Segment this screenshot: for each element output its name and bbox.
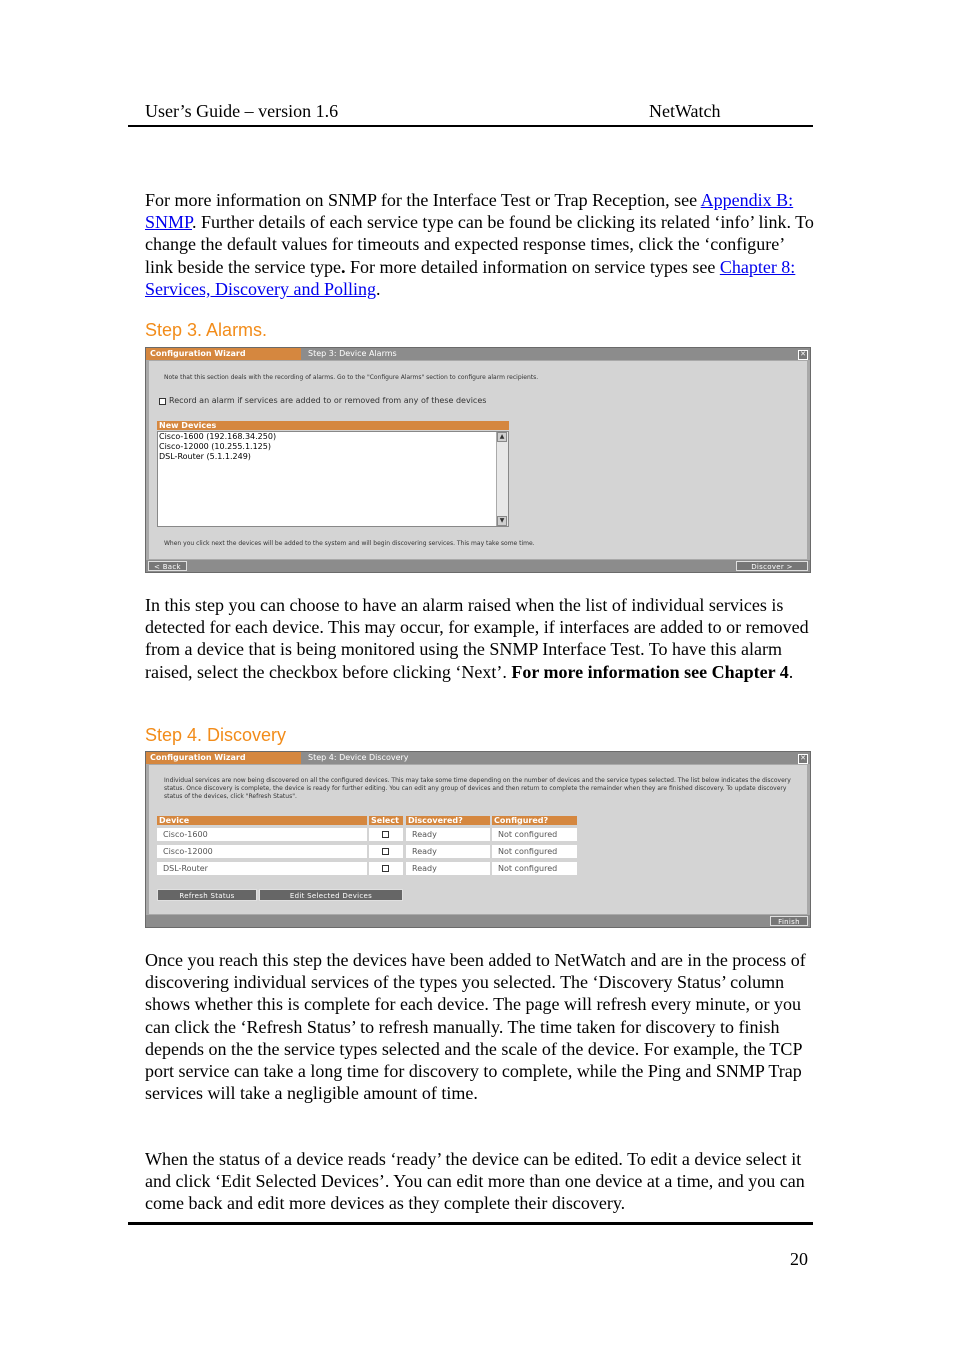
- configured-cell: Not configured: [492, 828, 577, 841]
- discovered-cell: Ready: [406, 828, 490, 841]
- alarm-note: Note that this section deals with the recording of alarms. Go to the "Configure Alarms" section to configure alarm recipients.: [164, 374, 539, 381]
- button-bar: [146, 560, 810, 572]
- intro-paragraph: For more information on SNMP for the Interface Test or Trap Reception, see Appendix B: SNMP. Further details of each service type can be found be clicking its related ‘info’ link. To change the default values for timeouts and expected response times, click the ‘configure’ link beside the service type. For more detailed information on service types see Chapter 8: Services, Discovery and Polling.: [145, 190, 814, 299]
- list-item[interactable]: Cisco-1600 (192.168.34.250): [159, 432, 277, 441]
- new-devices-list[interactable]: [157, 431, 509, 527]
- back-button[interactable]: < Back: [148, 561, 187, 571]
- edit-selected-devices-button[interactable]: Edit Selected Devices: [259, 889, 403, 901]
- chapter-8-link[interactable]: Chapter 8: Services, Discovery and Polling: [145, 256, 796, 299]
- scroll-up-icon[interactable]: ▲: [497, 432, 507, 442]
- intro-text-3: For more detailed information on service types see: [349, 256, 716, 277]
- discovered-cell: Ready: [406, 862, 490, 875]
- title-bar: [146, 348, 810, 360]
- close-icon[interactable]: ✕: [798, 350, 808, 360]
- scroll-down-icon[interactable]: ▼: [497, 516, 507, 526]
- step4-heading: Step 4. Discovery: [145, 725, 287, 745]
- title-bar: [146, 752, 810, 764]
- record-alarm-checkbox[interactable]: [159, 398, 166, 405]
- select-cell: [369, 828, 403, 841]
- step-title: Step 3: Device Alarms: [308, 349, 397, 358]
- select-checkbox[interactable]: [382, 831, 389, 838]
- select-checkbox[interactable]: [382, 865, 389, 872]
- discovery-note: Individual services are now being discovered on all the configured devices. This may take some time depending on the number of devices and the service types selected. The list below indicates the discovery status. Once discovery is complete, the device is ready for further editing. You can edit any group of devices and then return to complete the remainder when they are finished discovery. To update discovery status of the devices, click "Refresh Status".: [164, 777, 791, 800]
- device-cell: Cisco-1600: [157, 828, 367, 841]
- discovered-cell: Ready: [406, 845, 490, 858]
- column-header-select: Select: [369, 816, 403, 825]
- column-header-discovered: Discovered?: [406, 816, 490, 825]
- configured-cell: Not configured: [492, 862, 577, 875]
- record-alarm-label: Record an alarm if services are added to or removed from any of these devices: [169, 396, 487, 405]
- header-left: User’s Guide – version 1.6: [145, 101, 339, 121]
- step3-bold-text: For more information see Chapter 4: [511, 661, 789, 682]
- footer-rule: [128, 1222, 813, 1225]
- button-bar: [146, 915, 810, 927]
- step3-wizard-window: [145, 347, 811, 573]
- wizard-body: [149, 361, 807, 559]
- configured-cell: Not configured: [492, 845, 577, 858]
- discover-note: When you click next the devices will be added to the system and will begin discovering services. This may take some time.: [164, 540, 535, 547]
- discover-button[interactable]: Discover >: [736, 561, 808, 571]
- refresh-status-button[interactable]: Refresh Status: [157, 889, 257, 901]
- step3-paragraph: In this step you can choose to have an alarm raised when the list of individual services is detected for each device. This may occur, for example, if interfaces are added to or removed from a device that is being monitored using the SNMP Interface Test. To have this alarm raised, select the checkbox before clicking ‘Next’. For more information see Chapter 4.: [145, 595, 809, 682]
- select-checkbox[interactable]: [382, 848, 389, 855]
- column-header-configured: Configured?: [492, 816, 577, 825]
- select-cell: [369, 845, 403, 858]
- step-title: Step 4: Device Discovery: [308, 753, 409, 762]
- step4-wizard-window: [145, 751, 811, 928]
- wizard-title: Configuration Wizard: [146, 348, 301, 360]
- wizard-title: Configuration Wizard: [146, 752, 301, 764]
- list-item[interactable]: Cisco-12000 (10.255.1.125): [159, 442, 271, 451]
- device-cell: DSL-Router: [157, 862, 367, 875]
- new-devices-header: New Devices: [157, 421, 509, 430]
- wizard-body: [149, 765, 807, 914]
- step3-text: In this step you can choose to have an alarm raised when the list of individual services is detected for each device. This may occur, for example, if interfaces are added to or removed from a device that is being monitored using the SNMP Interface Test. To have this alarm raised, select the checkbox before clicking ‘Next’.: [145, 595, 809, 682]
- list-item[interactable]: DSL-Router (5.1.1.249): [159, 452, 251, 461]
- column-header-device: Device: [157, 816, 367, 825]
- step3-heading: Step 3. Alarms.: [145, 320, 268, 340]
- step4-paragraph-1: Once you reach this step the devices have been added to NetWatch and are in the process of discovering individual services of the types you selected. The ‘Discovery Status’ column shows whether this is complete for each device. The page will refresh every minute, or you can click the ‘Refresh Status’ to refresh manually. The time taken for discovery to finish depends on the the service types selected and the scale of the device. For example, the TCP port service can take a long time for discovery to complete, while the Ping and SNMP Trap services will take a negligible amount of time.: [145, 950, 806, 1104]
- device-cell: Cisco-12000: [157, 845, 367, 858]
- header-rule: [128, 125, 813, 127]
- close-icon[interactable]: ✕: [798, 754, 808, 764]
- finish-button[interactable]: Finish: [770, 916, 808, 926]
- select-cell: [369, 862, 403, 875]
- step4-paragraph-2: When the status of a device reads ‘ready’ the device can be edited. To edit a device select it and click ‘Edit Selected Devices’. You can edit more than one device at a time, and you can come back and edit more devices as they complete their discovery.: [145, 1149, 805, 1214]
- list-scrollbar[interactable]: [496, 432, 508, 526]
- header-right: NetWatch: [649, 101, 721, 121]
- appendix-b-link[interactable]: Appendix B: SNMP: [145, 190, 794, 233]
- intro-text-2: . Further details of each service type can be found be clicking its related ‘info’ link. To change the default values for timeouts and expected response times, click the ‘configure’ link beside the service type: [145, 212, 814, 277]
- intro-text-1: For more information on SNMP for the Interface Test or Trap Reception, see: [145, 190, 698, 210]
- page-number: 20: [790, 1249, 808, 1269]
